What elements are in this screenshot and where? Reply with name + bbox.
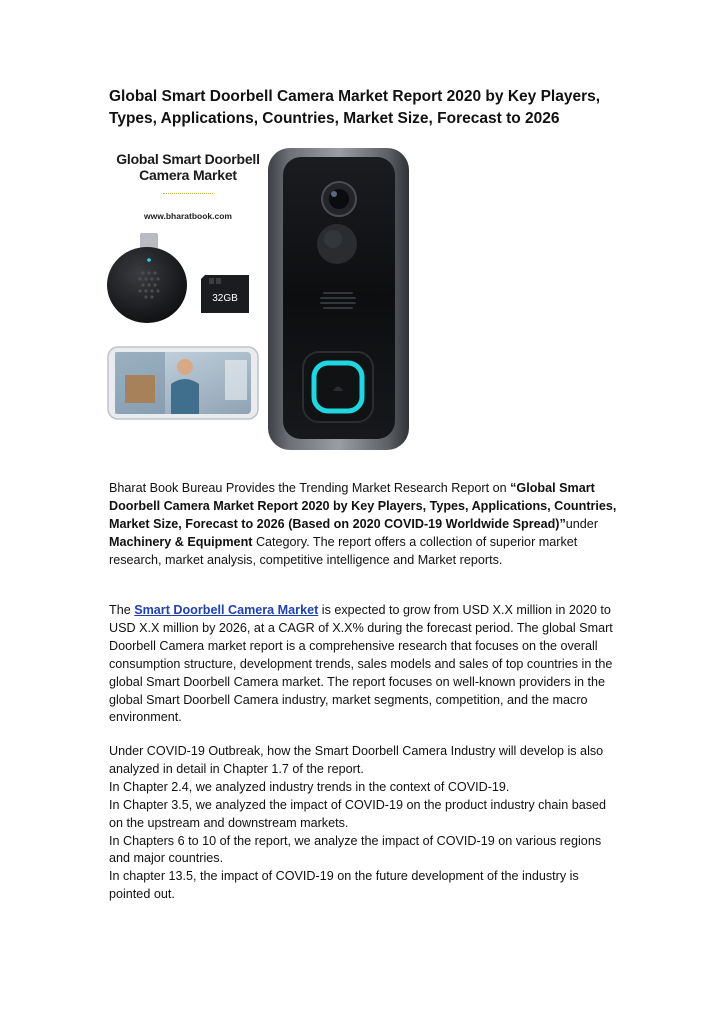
promo-url: www.bharatbook.com xyxy=(143,211,232,221)
intro-quote-open: “ xyxy=(510,481,517,495)
market-text-2: is expected to grow from USD X.X million in 2020 to USD X.X million by 2026, at a CAGR of X.X% during the forecast period. The global Smart Doorbell Camera market report is a comprehensive research that focuses on the overall consumption structure, development trends, sales models and sales of top countries in the global Smart Doorbell Camera market. The report focuses on well-known providers in the global Smart Doorbell Camera industry, market segments, competition, and the macro environment. xyxy=(109,603,613,725)
market-link[interactable]: Smart Doorbell Camera Market xyxy=(134,603,319,617)
covid-line-4: In Chapters 6 to 10 of the report, we analyze the impact of COVID-19 on various regions and major countries. xyxy=(109,833,602,866)
market-text-1: The xyxy=(109,603,135,617)
smartphone-icon xyxy=(108,347,258,419)
covid-paragraph xyxy=(109,743,619,904)
sd-card-icon xyxy=(201,275,249,313)
covid-line-2: In Chapter 2.4, we analyzed industry trends in the context of COVID-19. xyxy=(109,779,510,794)
market-paragraph xyxy=(109,602,619,727)
covid-line-5: In chapter 13.5, the impact of COVID-19 on the future development of the industry is pointed out. xyxy=(109,869,579,902)
intro-text-3: Category. The report offers a collection of superior market research, market analysis, competitive intelligence and Market reports. xyxy=(109,534,578,567)
sd-card-label: 32GB xyxy=(212,293,238,304)
intro-paragraph xyxy=(109,480,619,570)
doorbell-device-icon xyxy=(268,148,409,450)
intro-text-2: under xyxy=(565,516,599,531)
intro-quote-close: ” xyxy=(559,516,566,531)
product-hero-image xyxy=(105,145,415,450)
document-title: Global Smart Doorbell Camera Market Report 2020 by Key Players, Types, Applications, Countries, Market Size, Forecast to 2026 xyxy=(109,88,601,127)
intro-text-1: Bharat Book Bureau Provides the Trending Market Research Report on xyxy=(109,481,511,495)
intro-report-title: Global Smart Doorbell Camera Market Report 2020 by Key Players, Types, Applications, Countries, Market Size, Forecast to 2026 (Based on 2020 COVID-19 Worldwide Spread) xyxy=(109,481,617,531)
covid-line-3: In Chapter 3.5, we analyzed the impact of COVID-19 on the product industry chain based on the upstream and downstream markets. xyxy=(109,797,607,830)
chime-speaker-icon xyxy=(107,233,187,323)
intro-category: Machinery & Equipment xyxy=(109,534,253,549)
covid-line-1: Under COVID-19 Outbreak, how the Smart Doorbell Camera Industry will develop is also analyzed in detail in Chapter 1.7 of the report. xyxy=(109,744,604,776)
promo-title: Global Smart Doorbell Camera Market xyxy=(116,151,260,183)
doorbell-product-illustration xyxy=(105,145,415,450)
